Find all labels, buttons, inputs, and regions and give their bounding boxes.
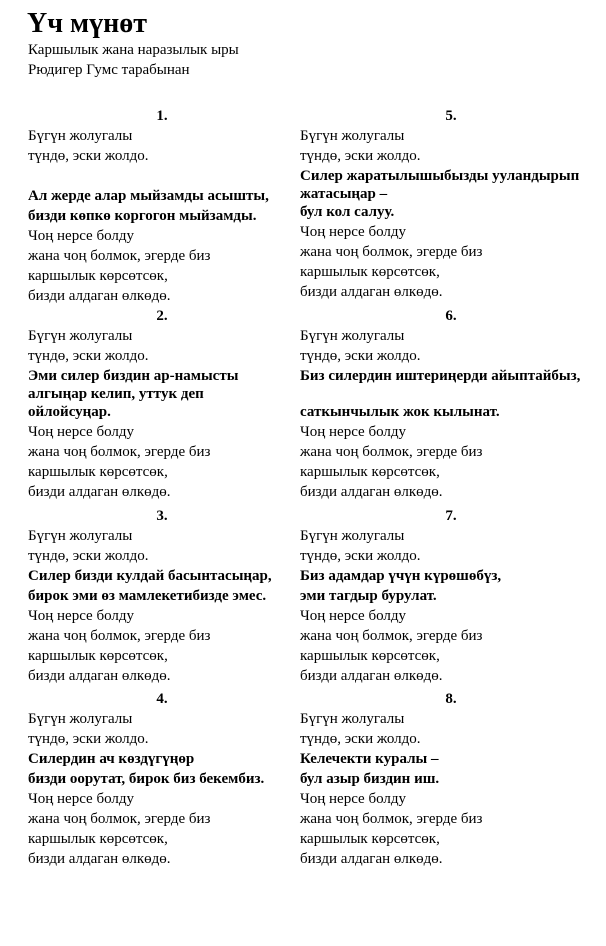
refrain-outro-line: каршылык көрсөтсөк, bbox=[28, 648, 168, 664]
refrain-outro-line: Чоң нерсе болду bbox=[300, 608, 407, 624]
refrain-outro-line: жана чоң болмок, эгерде биз bbox=[28, 811, 211, 827]
refrain-intro-line: түндө, эски жолдо. bbox=[28, 148, 149, 164]
refrain-outro-line: жана чоң болмок, эгерде биз bbox=[300, 244, 483, 260]
refrain-intro-line: Бүгүн жолугалы bbox=[300, 711, 405, 727]
verse-4 bbox=[28, 689, 298, 869]
verse-line: алгыңар келип, уттук деп bbox=[28, 386, 204, 402]
refrain-outro-line: Чоң нерсе болду bbox=[28, 791, 135, 807]
refrain-outro-line: Чоң нерсе болду bbox=[300, 791, 407, 807]
verse-7 bbox=[300, 506, 606, 686]
refrain-outro-line: жана чоң болмок, эгерде биз bbox=[300, 444, 483, 460]
refrain-outro-line: жана чоң болмок, эгерде биз bbox=[300, 628, 483, 644]
refrain-outro-line: бизди алдаган өлкөдө. bbox=[300, 668, 443, 684]
refrain-outro-line: бизди алдаган өлкөдө. bbox=[28, 668, 171, 684]
refrain-outro-line: бизди алдаган өлкөдө. bbox=[28, 484, 171, 500]
verse-8 bbox=[300, 689, 606, 869]
verse-gap bbox=[28, 166, 298, 186]
refrain-intro-line: түндө, эски жолдо. bbox=[300, 348, 421, 364]
refrain-outro-line: Чоң нерсе болду bbox=[28, 228, 135, 244]
verse-number: 5. bbox=[445, 108, 457, 124]
verse-line: бул кол салуу. bbox=[300, 204, 395, 220]
refrain-outro-line: бизди алдаган өлкөдө. bbox=[300, 284, 443, 300]
verse-line: бизди оорутат, бирок биз бекембиз. bbox=[28, 771, 265, 787]
verse-line: Силер жаратылышыбызды ууландырып bbox=[300, 168, 580, 184]
refrain-outro-line: бизди алдаган өлкөдө. bbox=[300, 851, 443, 867]
refrain-intro-line: Бүгүн жолугалы bbox=[300, 328, 405, 344]
verse-line: бизди көпкө коргогон мыйзамды. bbox=[28, 208, 257, 224]
refrain-intro-line: түндө, эски жолдо. bbox=[300, 548, 421, 564]
refrain-intro-line: Бүгүн жолугалы bbox=[300, 128, 405, 144]
verse-number: 2. bbox=[156, 308, 168, 324]
refrain-outro-line: каршылык көрсөтсөк, bbox=[28, 831, 168, 847]
refrain-outro-line: жана чоң болмок, эгерде биз bbox=[28, 628, 211, 644]
refrain-intro-line: түндө, эски жолдо. bbox=[300, 148, 421, 164]
verse-5 bbox=[300, 106, 606, 302]
refrain-intro-line: түндө, эски жолдо. bbox=[28, 731, 149, 747]
verse-gap bbox=[300, 384, 606, 402]
refrain-outro-line: бизди алдаган өлкөдө. bbox=[300, 484, 443, 500]
song-subtitle: Каршылык жана наразылык ыры bbox=[28, 42, 239, 58]
refrain-intro-line: түндө, эски жолдо. bbox=[28, 548, 149, 564]
refrain-intro-line: Бүгүн жолугалы bbox=[300, 528, 405, 544]
refrain-outro-line: каршылык көрсөтсөк, bbox=[28, 464, 168, 480]
refrain-outro-line: жана чоң болмок, эгерде биз bbox=[300, 811, 483, 827]
refrain-outro-line: бизди алдаган өлкөдө. bbox=[28, 288, 171, 304]
verse-line: бул азыр биздин иш. bbox=[300, 771, 440, 787]
verse-line: Силердин ач көздүгүңөр bbox=[28, 751, 195, 767]
verse-number: 7. bbox=[445, 508, 457, 524]
verse-line: Келечекти куралы – bbox=[300, 751, 439, 767]
refrain-intro-line: Бүгүн жолугалы bbox=[28, 711, 133, 727]
refrain-outro-line: жана чоң болмок, эгерде биз bbox=[28, 444, 211, 460]
refrain-outro-line: Чоң нерсе болду bbox=[300, 424, 407, 440]
verse-6 bbox=[300, 306, 606, 502]
verse-1 bbox=[28, 106, 298, 306]
refrain-outro-line: жана чоң болмок, эгерде биз bbox=[28, 248, 211, 264]
verse-line: бирок эми өз мамлекетибизде эмес. bbox=[28, 588, 267, 604]
refrain-intro-line: Бүгүн жолугалы bbox=[28, 528, 133, 544]
song-author: Рюдигер Гумс тарабынан bbox=[28, 62, 190, 78]
refrain-intro-line: түндө, эски жолдо. bbox=[28, 348, 149, 364]
verse-3 bbox=[28, 506, 298, 686]
verse-number: 6. bbox=[445, 308, 457, 324]
verse-line: Ал жерде алар мыйзамды асышты, bbox=[28, 188, 269, 204]
song-title: Үч мүнөт bbox=[27, 8, 147, 39]
refrain-intro-line: түндө, эски жолдо. bbox=[300, 731, 421, 747]
refrain-intro-line: Бүгүн жолугалы bbox=[28, 128, 133, 144]
refrain-intro-line: Бүгүн жолугалы bbox=[28, 328, 133, 344]
verse-line: ойлойсуңар. bbox=[28, 404, 111, 420]
verse-line: Биз силердин иштериңерди айыптайбыз, bbox=[300, 368, 581, 384]
verse-line: жатасыңар – bbox=[300, 186, 388, 202]
verse-line: Биз адамдар үчүн күрөшөбүз, bbox=[300, 568, 502, 584]
verse-number: 1. bbox=[156, 108, 168, 124]
verse-line: эми тагдыр бурулат. bbox=[300, 588, 437, 604]
refrain-outro-line: каршылык көрсөтсөк, bbox=[300, 464, 440, 480]
refrain-outro-line: каршылык көрсөтсөк, bbox=[300, 648, 440, 664]
verse-line: Эми силер биздин ар-намысты bbox=[28, 368, 239, 384]
verse-number: 8. bbox=[445, 691, 457, 707]
refrain-outro-line: Чоң нерсе болду bbox=[28, 424, 135, 440]
refrain-outro-line: каршылык көрсөтсөк, bbox=[300, 831, 440, 847]
verse-number: 4. bbox=[156, 691, 168, 707]
verse-line: Силер бизди кулдай басынтасыңар, bbox=[28, 568, 272, 584]
verse-number: 3. bbox=[156, 508, 168, 524]
refrain-outro-line: каршылык көрсөтсөк, bbox=[300, 264, 440, 280]
verse-2 bbox=[28, 306, 298, 502]
refrain-outro-line: каршылык көрсөтсөк, bbox=[28, 268, 168, 284]
refrain-outro-line: Чоң нерсе болду bbox=[28, 608, 135, 624]
verse-line: саткынчылык жок кылынат. bbox=[300, 404, 500, 420]
refrain-outro-line: бизди алдаган өлкөдө. bbox=[28, 851, 171, 867]
refrain-outro-line: Чоң нерсе болду bbox=[300, 224, 407, 240]
